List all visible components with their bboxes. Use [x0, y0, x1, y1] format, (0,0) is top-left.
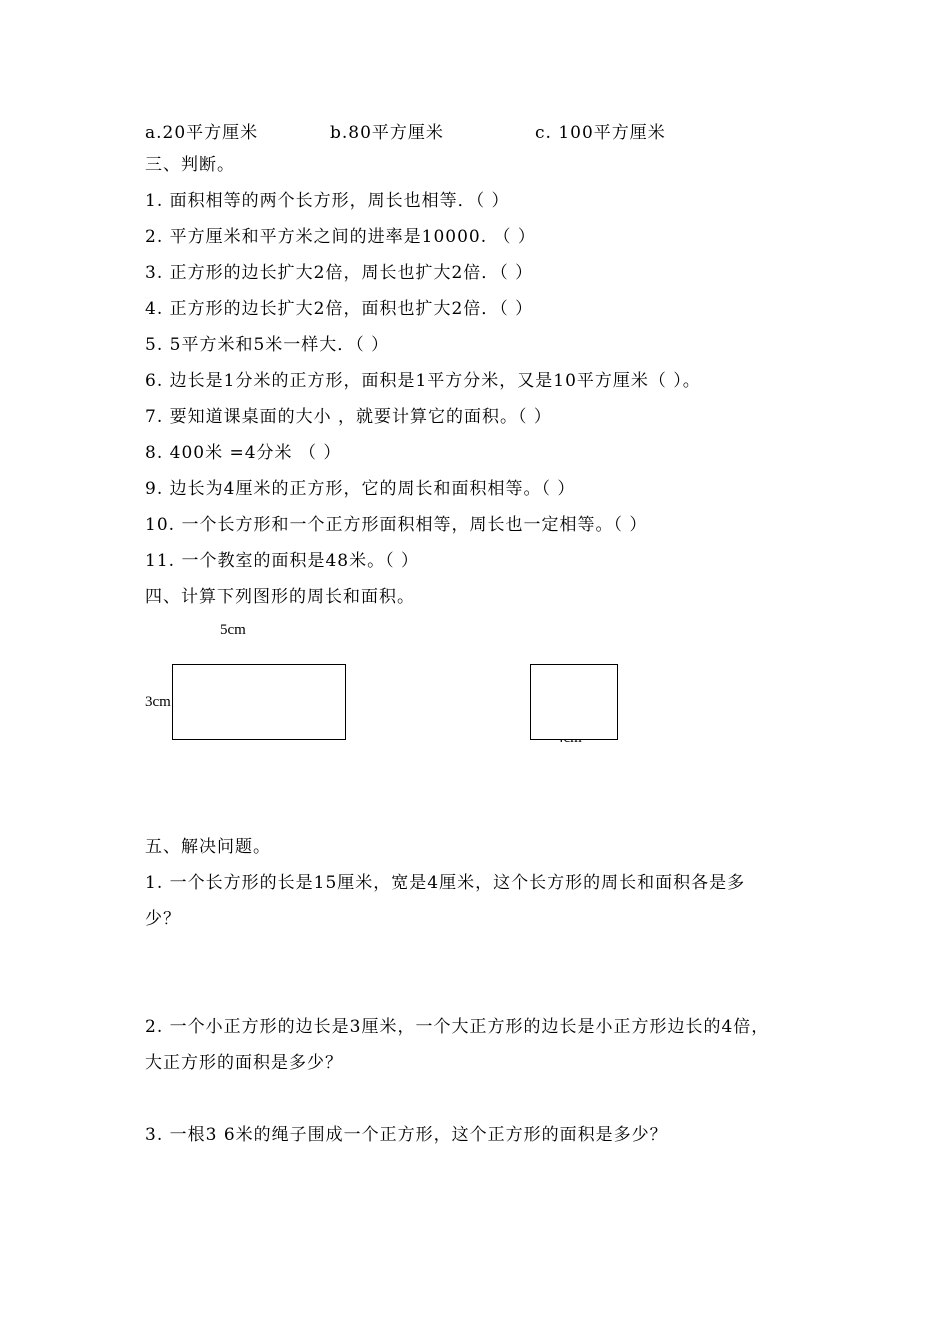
square-figure: [530, 664, 618, 740]
rect-width-label: 5cm: [220, 622, 246, 638]
judge-item-11: 11. 一个教室的面积是48米。（ ）: [145, 551, 419, 571]
problem-2-line-2: 大正方形的面积是多少？: [145, 1053, 343, 1073]
option-b: b.80平方厘米: [330, 123, 444, 143]
judge-item-4: 4. 正方形的边长扩大2倍，面积也扩大2倍．（ ）: [145, 299, 534, 319]
problem-2-line-1: 2. 一个小正方形的边长是3厘米，一个大正方形的边长是小正方形边长的4倍，: [145, 1017, 770, 1037]
rect-height-label: 3cm: [145, 694, 171, 710]
judge-item-6: 6. 边长是1分米的正方形，面积是1平方分米，又是10平方厘米（ ）。: [145, 371, 701, 391]
judge-item-5: 5. 5平方米和5米一样大．（ ）: [145, 335, 390, 355]
problem-3: 3. 一根3 6米的绳子围成一个正方形，这个正方形的面积是多少？: [145, 1125, 668, 1145]
judge-item-8: 8. 400米 =4分米 （ ）: [145, 443, 342, 463]
section-5-title: 五、解决问题。: [145, 837, 271, 857]
problem-1-line-1: 1. 一个长方形的长是15厘米，宽是4厘米，这个长方形的周长和面积各是多: [145, 873, 746, 893]
judge-item-10: 10. 一个长方形和一个正方形面积相等，周长也一定相等。（ ）: [145, 515, 648, 535]
judge-item-2: 2. 平方厘米和平方米之间的进率是10000. （ ）: [145, 227, 536, 247]
judge-item-3: 3. 正方形的边长扩大2倍，周长也扩大2倍．（ ）: [145, 263, 534, 283]
rectangle-figure: [172, 664, 346, 740]
section-4-title: 四、计算下列图形的周长和面积。: [145, 587, 415, 607]
option-a: a.20平方厘米: [145, 123, 259, 143]
option-c: c. 100平方厘米: [535, 123, 666, 143]
problem-1-line-2: 少？: [145, 909, 181, 929]
judge-item-1: 1. 面积相等的两个长方形，周长也相等．（ ）: [145, 191, 510, 211]
section-3-title: 三、判断。: [145, 155, 235, 175]
judge-item-7: 7. 要知道课桌面的大小 ，就要计算它的面积。（ ）: [145, 407, 552, 427]
judge-item-9: 9. 边长为4厘米的正方形，它的周长和面积相等。（ ）: [145, 479, 576, 499]
